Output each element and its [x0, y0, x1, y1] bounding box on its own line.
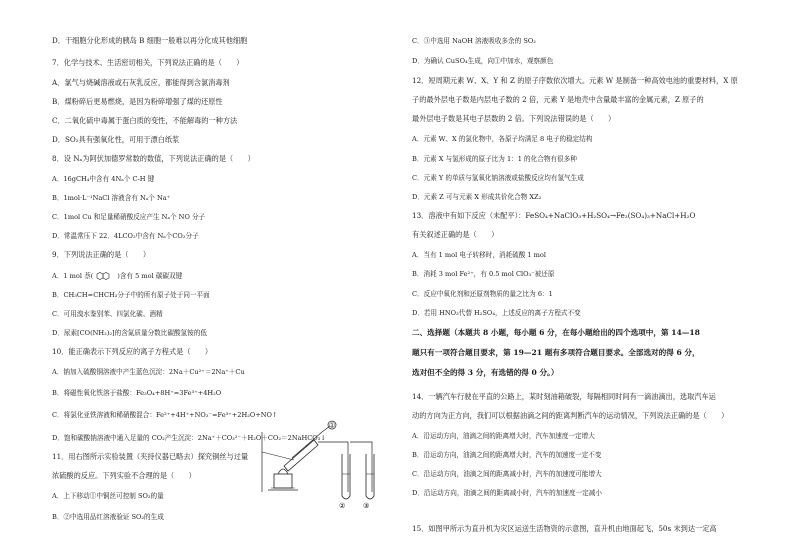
q9-stem: 9．下列说法正确的是（ ）	[52, 250, 151, 259]
q14-option-a: A．沿运动方向，油滴之间的距离增大时，汽车加速度一定增大	[412, 432, 595, 440]
q14-stem-1: 14．一辆汽车行驶在平直的公路上，某时刻油箱破裂，每隔相同时间有一滴油滴出，选取汽车运	[412, 392, 716, 401]
q9-option-d: D．尿素[CO(NH₂)₂]的含氮质量分数比碳酸氢铵的低	[52, 329, 207, 337]
q13-question: 有关叙述正确的是（ ）	[412, 230, 499, 239]
q9-option-b: B．CH₃CH=CHCH₃分子中的所有原子处于同一平面	[52, 291, 210, 299]
q15-stem: 15．如图甲所示为直升机为灾区运送生活物资的示意图，直升机由地面起飞，50s 末到达一定高	[412, 524, 717, 533]
q11-option-b: B．②中选用品红溶液验证 SO₂的生成	[52, 513, 164, 521]
q9-option-a	[52, 271, 182, 281]
q12-option-b: B．元素 X 与氢形成的原子比为 1：1 的化合物有很多种	[412, 155, 577, 163]
q10-option-a: A．钠加入硫酸铜溶液中产生蓝色沉淀：2Na＋Cu²⁺＝2Na⁺＋Cu	[52, 368, 245, 376]
q11-option-c: C．③中选用 NaOH 溶液吸收多余的 SO₂	[412, 37, 536, 45]
q9-option-a-suffix: )含有 5 mol 碳碳双键	[117, 272, 183, 280]
q14-option-d: D．沿运动方向，油滴之间的距离减小时，汽车的加速度一定减小	[412, 489, 602, 497]
q7-option-c: C．二氧化硫中毒属于蛋白质的变性，不能解毒的一种方法	[52, 116, 238, 125]
apparatus-label-3: ③	[363, 502, 370, 510]
q13-option-b: B．消耗 3 mol Fe²⁺，有 0.5 mol ClO₃⁻被还原	[412, 270, 555, 278]
q7-stem: 7．化学与技术、生活密切相关，下列说法正确的是（ ）	[52, 58, 244, 67]
q8-option-b: B．1mol·L⁻¹NaCl 溶液含有 Nₐ个 Na⁺	[52, 194, 171, 202]
q12-stem-3: 最外层电子数是其电子层数的 2 倍。下列说法错误的是（ ）	[412, 114, 616, 123]
q12-option-c: C．元素 Y 的单质与氢氧化钠溶液或盐酸反应均有氢气生成	[412, 174, 584, 182]
section-2-heading-1: 二、选择题（本题共 8 小题，每小题 6 分，在每小题给出的四个选项中，第 14—18	[412, 328, 700, 337]
q13-option-c: C．反应中氧化剂和还原剂物质的量之比为 6：1	[412, 290, 553, 298]
apparatus-label-1: ①	[329, 421, 336, 430]
q14-option-c: C．沿运动方向，油滴之间的距离减小时，汽车的加速度可能增大	[412, 470, 602, 478]
q11-apparatus-diagram	[222, 412, 392, 510]
section-2-heading-3: 选对但不全的得 3 分，有选错的得 0 分。）	[412, 368, 559, 377]
q7-option-d: D．SO₂具有强氧化性，可用于漂白纸浆	[52, 135, 180, 144]
q9-option-c: C．可用溴水鉴别苯、四氯化碳、酒精	[52, 310, 163, 318]
q11-option-a: A．上下移动①中铜丝可控制 SO₂的量	[52, 492, 164, 500]
section-2-heading-2: 题只有一项符合题目要求，第 19—21 题有多项符合题目要求。全部选对的得 6 分，	[412, 348, 700, 357]
q12-option-d: D．元素 Z 可与元素 X 形成共价化合物 XZ₂	[412, 193, 542, 201]
q14-option-b: B．沿运动方向，油滴之间的距离增大时，汽车的加速度一定不变	[412, 451, 602, 459]
q13-option-d: D．若用 HNO₃代替 H₂SO₄，上述反应的离子方程式不变	[412, 309, 581, 317]
q10-option-d: D．饱和碳酸钠溶液中通入足量的 CO₂产生沉淀：2Na⁺＋CO₃²⁻＋H₂O＋CO₂＝2NaHCO₃↓	[52, 434, 326, 442]
q11-stem-1: 11．用右图所示实验装置（夹持仪器已略去）探究铜丝与过量	[52, 452, 249, 461]
q10-stem: 10．能正确表示下列反应的离子方程式是（ ）	[52, 347, 213, 356]
q12-stem-1: 12．短周期元素 W、X、Y 和 Z 的原子序数依次增大。元素 W 是制备一种高效电池的重要材料，X 原	[412, 76, 738, 85]
q6-option-d: D．干细胞分化形成的胰岛 B 细胞一般难以再分化成其他细胞	[52, 36, 248, 45]
q13-option-a: A．当有 1 mol 电子转移时，消耗硫酸 1 mol	[412, 251, 547, 259]
q11-option-d: D．为确认 CuSO₄生成，向①中加水，观察颜色	[412, 57, 554, 65]
q8-option-d: D．常温常压下 22．4LCO₂中含有 Nₐ个CO₂分子	[52, 232, 199, 240]
q8-option-c: C．1mol Cu 和足量稀硝酸反应产生 Nₐ个 NO 分子	[52, 213, 206, 221]
apparatus-label-2: ②	[339, 502, 346, 510]
q9-option-a-prefix: A．1 mol 萘(	[52, 272, 94, 280]
q7-option-a: A．氯气与烧碱溶液或石灰乳反应，都能得到含氯消毒剂	[52, 78, 230, 87]
q14-stem-2: 动的方向为正方向，我们可以根据油滴之间的距离判断汽车的运动情况，下列说法正确的是（ ）	[412, 411, 729, 420]
q10-option-c: C．将氯化亚铁溶液和稀硝酸混合：Fe²⁺+4H⁺+NO₃⁻=Fe³⁺+2H₂O+NO↑	[52, 411, 278, 419]
q7-option-b: B．煤粉碎后更易燃烧，是因为粉碎增强了煤的还原性	[52, 97, 223, 106]
q12-stem-2: 子的最外层电子数是内层电子数的 2 倍，元素 Y 是地壳中含量最丰富的金属元素，Z 原子的	[412, 95, 704, 104]
q11-stem-2: 浓硫酸的反应。下列实验不合理的是（ ）	[52, 471, 196, 480]
q13-stem: 13．溶液中有如下反应（未配平）：FeSO₄+NaClO₃+H₂SO₄→Fe₂(SO₄)₃+NaCl+H₂O	[412, 211, 696, 220]
q10-option-b: B．将磁性氧化铁溶于盐酸：Fe₃O₄+8H⁺=3Fe³⁺+4H₂O	[52, 389, 222, 397]
q8-option-a: A．16gCH₄中含有 4Nₐ个 C-H 键	[52, 175, 155, 183]
q12-option-a: A．元素 W、X 的氯化物中，各原子均满足 8 电子的稳定结构	[412, 135, 593, 143]
q8-stem: 8．设 Nₐ为阿伏加德罗常数的数值，下列说法正确的是（ ）	[52, 154, 255, 163]
naphthalene-structure-icon	[94, 272, 116, 281]
